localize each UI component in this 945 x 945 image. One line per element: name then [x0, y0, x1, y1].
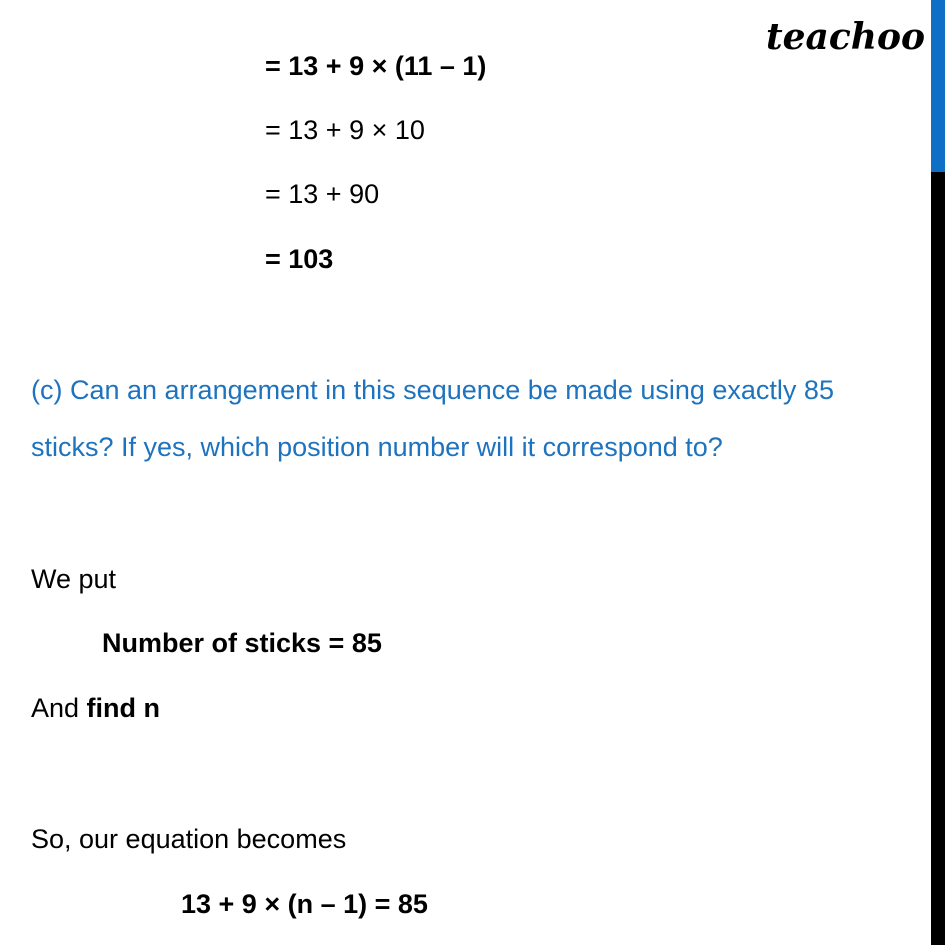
step-3: = 13 + 90: [265, 179, 380, 209]
find-n-line: [31, 692, 160, 724]
question-line-1: (c) Can an arrangement in this sequence be made using exactly 85: [31, 375, 834, 405]
teachoo-logo: teachoo: [766, 16, 925, 58]
sidebar-accent-black: [931, 172, 945, 945]
and-text: And: [31, 693, 87, 723]
equation-text: 13 + 9 × (n – 1) = 85: [181, 889, 428, 919]
find-n-text: find n: [86, 693, 161, 723]
step-2: = 13 + 9 × 10: [265, 115, 425, 145]
step-4-result: = 103: [265, 244, 334, 274]
step-1: = 13 + 9 × (11 – 1): [265, 51, 487, 81]
sidebar-accent-blue: [931, 0, 945, 172]
number-of-sticks-text: Number of sticks = 85: [102, 628, 382, 658]
question-line-2: sticks? If yes, which position number will it correspond to?: [31, 432, 723, 462]
we-put-text: We put: [31, 564, 117, 594]
so-equation-text: So, our equation becomes: [31, 824, 347, 854]
